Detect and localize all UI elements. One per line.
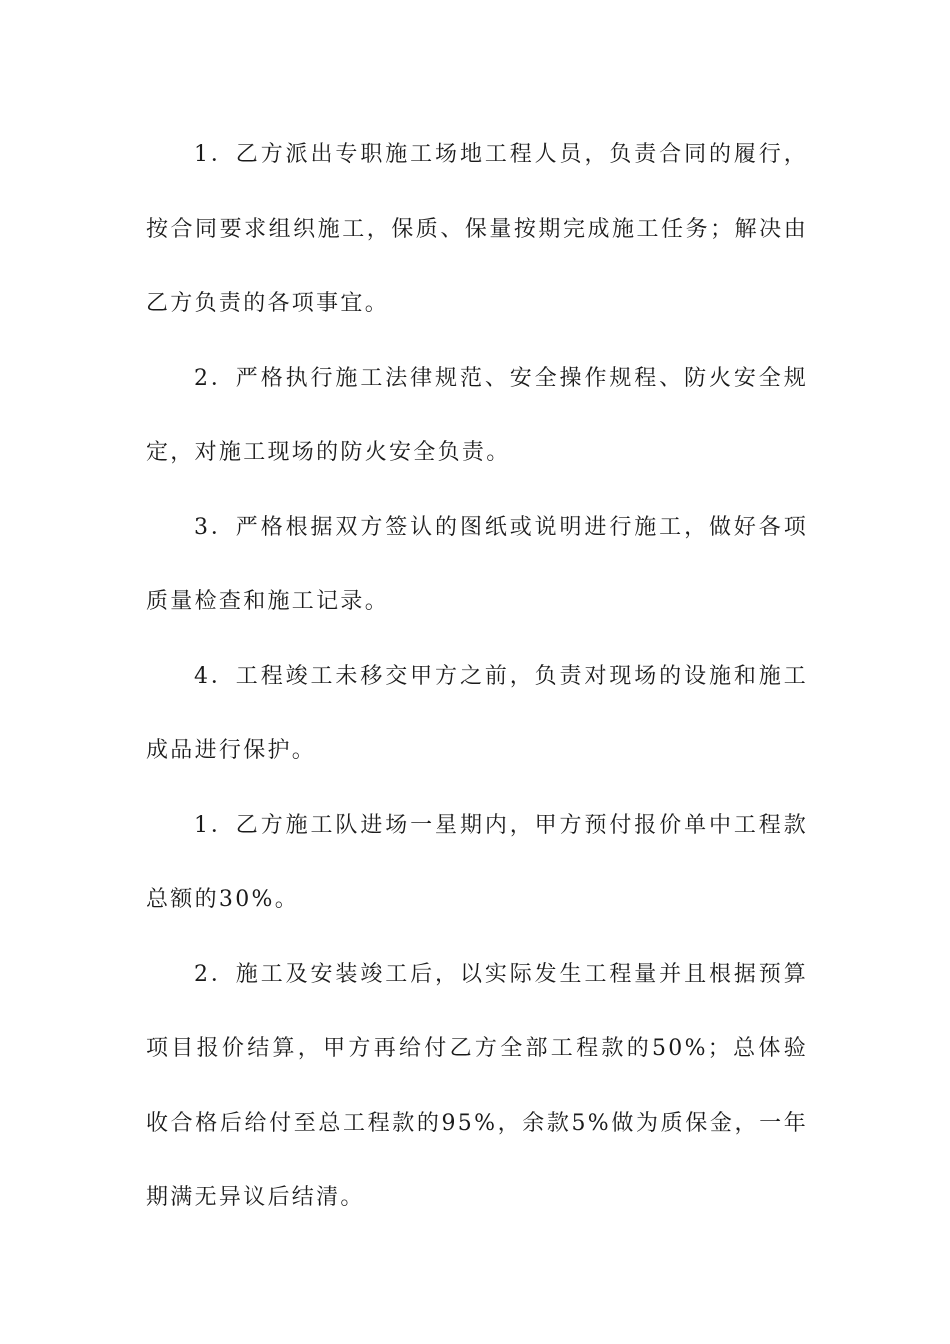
paragraph-contractor-duty-3: 3．严格根据双方签认的图纸或说明进行施工，做好各项质量检查和施工记录。 [146, 514, 808, 614]
paragraph-contractor-duty-2: 2．严格执行施工法律规范、安全操作规程、防火安全规定，对施工现场的防火安全负责。 [146, 365, 808, 465]
paragraph-payment-1: 1．乙方施工队进场一星期内，甲方预付报价单中工程款总额的30%。 [146, 812, 808, 912]
paragraph-payment-2: 2．施工及安装竣工后，以实际发生工程量并且根据预算项目报价结算，甲方再给付乙方全部工程款的50%；总体验收合格后给付至总工程款的95%，余款5%做为质保金，一年期满无异议后结清。 [146, 961, 808, 1210]
paragraph-contractor-duty-1: 1．乙方派出专职施工场地工程人员，负责合同的履行，按合同要求组织施工，保质、保量按期完成施工任务；解决由乙方负责的各项事宜。 [146, 142, 808, 316]
document-body [146, 118, 808, 1236]
paragraph-contractor-duty-4: 4．工程竣工未移交甲方之前，负责对现场的设施和施工成品进行保护。 [146, 663, 808, 763]
